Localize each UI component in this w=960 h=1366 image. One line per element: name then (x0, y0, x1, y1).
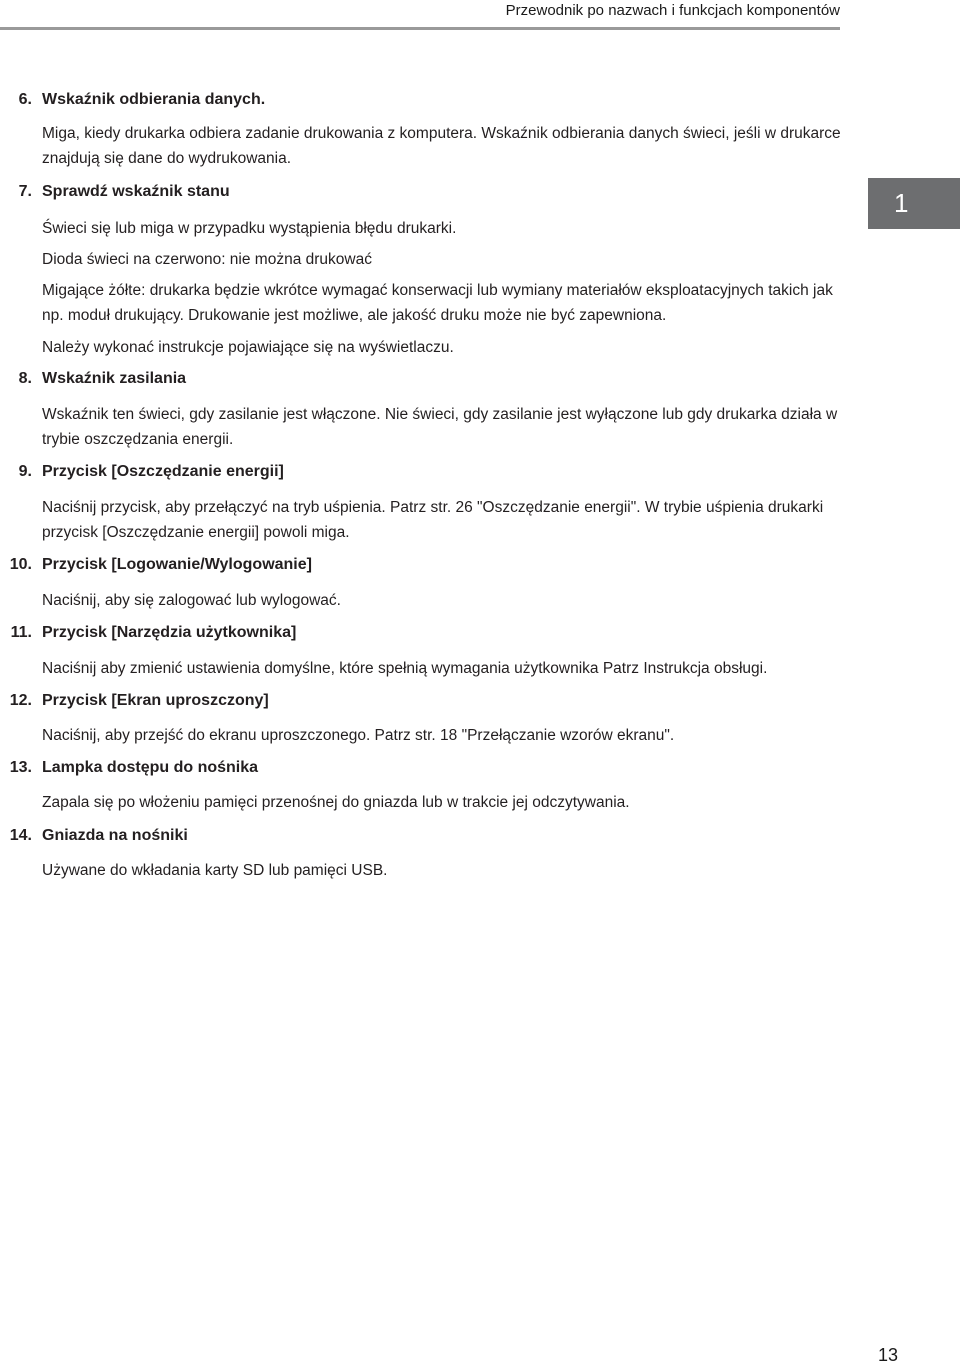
item-number: 10. (9, 556, 32, 573)
paragraph: Miga, kiedy drukarka odbiera zadanie drukowania z komputera. Wskaźnik odbierania danych świeci, jeśli w drukarce znajdują się dane do wydrukowania. (42, 125, 841, 167)
page-number: 13 (877, 1345, 898, 1365)
paragraph: Naciśnij, aby przejść do ekranu uproszczonego. Patrz str. 18 "Przełączanie wzorów ekranu". (42, 727, 675, 744)
item-number: 14. (9, 827, 32, 844)
item-number: 6. (18, 91, 32, 108)
list-item (0, 692, 850, 716)
item-title: Sprawdź wskaźnik stanu (42, 183, 230, 200)
paragraph: Używane do wkładania karty SD lub pamięci USB. (42, 862, 388, 879)
paragraph: Dioda świeci na czerwono: nie można drukować (42, 251, 372, 268)
paragraph: Naciśnij przycisk, aby przełączyć na tryb uśpienia. Patrz str. 26 "Oszczędzanie energii". W trybie uśpienia drukarki przycisk [Oszczędzanie energii] powoli miga. (42, 499, 824, 541)
chapter-tab: 1 (868, 178, 960, 229)
list-item (0, 556, 850, 580)
item-title: Gniazda na nośniki (42, 827, 188, 844)
paragraph: Zapala się po włożeniu pamięci przenośnej do gniazda lub w trakcie jej odczytywania. (42, 794, 630, 811)
paragraph: Migające żółte: drukarka będzie wkrótce wymagać konserwacji lub wymiany materiałów eksploatacyjnych takich jak np. moduł drukujący. Drukowanie jest możliwe, ale jakość druku może nie być zapewniona. (42, 282, 833, 324)
paragraph: Należy wykonać instrukcje pojawiające się na wyświetlaczu. (42, 339, 454, 356)
paragraph: Świeci się lub miga w przypadku wystąpienia błędu drukarki. (42, 220, 457, 237)
paragraph: Naciśnij aby zmienić ustawienia domyślne, które spełnią wymagania użytkownika Patrz Instrukcja obsługi. (42, 660, 768, 677)
item-number: 9. (18, 463, 32, 480)
item-title: Przycisk [Oszczędzanie energii] (42, 463, 284, 480)
item-number: 8. (18, 370, 32, 387)
item-number: 11. (10, 624, 32, 641)
list-item (0, 91, 850, 115)
item-number: 7. (18, 183, 32, 200)
list-item (0, 624, 850, 648)
item-title: Wskaźnik odbierania danych. (42, 91, 266, 108)
list-item (0, 827, 850, 851)
item-number: 12. (9, 692, 32, 709)
item-title: Wskaźnik zasilania (42, 370, 187, 387)
paragraph: Wskaźnik ten świeci, gdy zasilanie jest włączone. Nie świeci, gdy zasilanie jest wyłączone lub gdy drukarka działa w trybie oszczędzania energii. (42, 406, 838, 448)
running-header: Przewodnik po nazwach i funkcjach komponentów (505, 2, 840, 19)
item-title: Przycisk [Ekran uproszczony] (42, 692, 269, 709)
item-title: Przycisk [Narzędzia użytkownika] (42, 624, 297, 641)
item-title: Lampka dostępu do nośnika (42, 759, 259, 776)
list-item (0, 370, 850, 394)
paragraph: Naciśnij, aby się zalogować lub wylogować. (42, 592, 341, 609)
item-number: 13. (9, 759, 32, 776)
list-item (0, 463, 850, 487)
list-item (0, 183, 850, 207)
header-rule (0, 27, 840, 30)
item-title: Przycisk [Logowanie/Wylogowanie] (42, 556, 312, 573)
list-item (0, 759, 850, 783)
